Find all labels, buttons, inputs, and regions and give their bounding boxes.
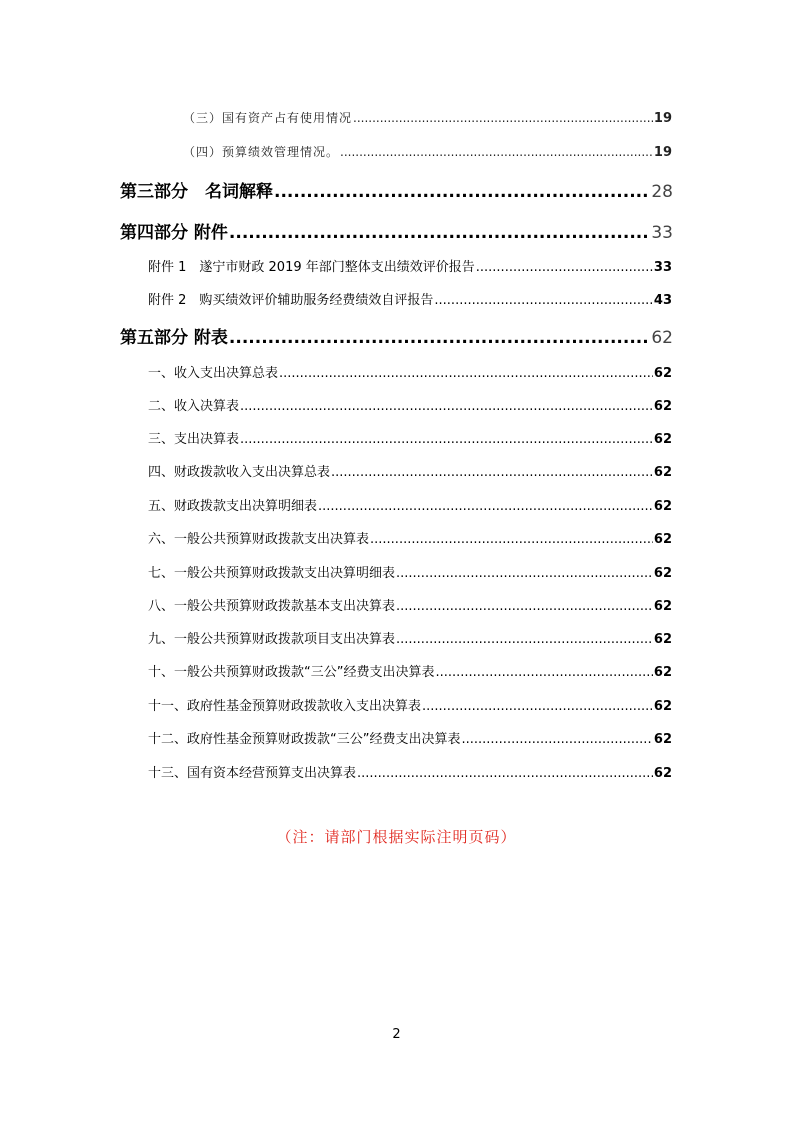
- toc-leader-dots: [461, 732, 652, 747]
- toc-leader-dots: [357, 766, 653, 781]
- toc-entry-label: 七、一般公共预算财政拨款支出决算明细表: [148, 566, 396, 581]
- toc-entry-state-assets[interactable]: [183, 109, 672, 126]
- toc-leader-dots: [476, 260, 653, 275]
- toc-entry-page: 62: [653, 566, 672, 581]
- page-number: 2: [392, 1027, 401, 1042]
- toc-part-three[interactable]: [120, 177, 673, 202]
- toc-table-4[interactable]: [148, 461, 672, 480]
- toc-table-6[interactable]: [148, 528, 672, 547]
- toc-table-8[interactable]: [148, 595, 672, 614]
- toc-part-label: 第三部分 名词解释: [120, 182, 273, 202]
- toc-entry-label: （四）预算绩效管理情况。: [183, 145, 340, 159]
- toc-table-2[interactable]: [148, 395, 672, 414]
- toc-attachment-1[interactable]: [148, 256, 672, 275]
- toc-entry-label: 八、一般公共预算财政拨款基本支出决算表: [148, 599, 396, 614]
- toc-entry-page: 62: [653, 632, 672, 647]
- toc-entry-label: 十、一般公共预算财政拨款“三公”经费支出决算表: [148, 665, 435, 680]
- toc-entry-page: 62: [653, 465, 672, 480]
- toc-leader-dots: [318, 499, 653, 514]
- toc-leader-dots: [279, 366, 653, 381]
- toc-leader-dots: [370, 532, 653, 547]
- toc-entry-label: 九、一般公共预算财政拨款项目支出决算表: [148, 632, 396, 647]
- toc-leader-dots: [422, 699, 653, 714]
- toc-leader-dots: [240, 399, 653, 414]
- toc-table-12[interactable]: [148, 728, 672, 747]
- toc-leader-dots: [435, 665, 652, 680]
- toc-entry-label: 附件 1 遂宁市财政 2019 年部门整体支出绩效评价报告: [148, 260, 475, 275]
- toc-entry-page: 62: [653, 699, 672, 714]
- toc-entry-page: 43: [653, 293, 672, 308]
- toc-entry-performance-management[interactable]: [183, 143, 672, 160]
- toc-entry-label: 附件 2 购买绩效评价辅助服务经费绩效自评报告: [148, 293, 434, 308]
- toc-leader-dots: [229, 223, 650, 243]
- toc-table-10[interactable]: [148, 661, 672, 680]
- toc-table-3[interactable]: [148, 428, 672, 447]
- toc-entry-label: 四、财政拨款收入支出决算总表: [148, 465, 331, 480]
- toc-leader-dots: [396, 566, 653, 581]
- toc-entry-label: 五、财政拨款支出决算明细表: [148, 499, 318, 514]
- toc-table-11[interactable]: [148, 695, 672, 714]
- toc-entry-page: 62: [653, 599, 672, 614]
- toc-entry-page: 62: [653, 399, 672, 414]
- toc-entry-label: （三）国有资产占有使用情况: [183, 111, 353, 125]
- page-number-note: （注：请部门根据实际注明页码）: [276, 828, 517, 846]
- toc-leader-dots: [274, 182, 650, 202]
- toc-part-page: 62: [651, 328, 673, 348]
- toc-entry-label: 六、一般公共预算财政拨款支出决算表: [148, 532, 370, 547]
- toc-entry-page: 33: [653, 260, 672, 275]
- toc-part-five[interactable]: [120, 323, 673, 348]
- toc-leader-dots: [229, 328, 650, 348]
- toc-attachment-2[interactable]: [148, 289, 672, 308]
- toc-part-label: 第四部分 附件: [120, 223, 228, 243]
- toc-entry-label: 一、收入支出决算总表: [148, 366, 279, 381]
- toc-entry-label: 十三、国有资本经营预算支出决算表: [148, 766, 357, 781]
- toc-entry-page: 62: [653, 532, 672, 547]
- toc-entry-label: 三、支出决算表: [148, 432, 240, 447]
- toc-part-page: 33: [651, 223, 673, 243]
- toc-leader-dots: [396, 632, 653, 647]
- toc-leader-dots: [396, 599, 653, 614]
- toc-table-13[interactable]: [148, 762, 672, 781]
- toc-part-page: 28: [651, 182, 673, 202]
- toc-entry-page: 62: [653, 665, 672, 680]
- toc-leader-dots: [434, 293, 653, 308]
- toc-entry-page: 19: [653, 145, 672, 160]
- toc-table-5[interactable]: [148, 495, 672, 514]
- toc-entry-page: 62: [653, 499, 672, 514]
- toc-entry-page: 19: [653, 111, 672, 126]
- toc-entry-page: 62: [653, 732, 672, 747]
- toc-leader-dots: [340, 145, 653, 159]
- toc-leader-dots: [331, 465, 653, 480]
- toc-entry-label: 十一、政府性基金预算财政拨款收入支出决算表: [148, 699, 422, 714]
- toc-part-four[interactable]: [120, 218, 673, 243]
- toc-entry-page: 62: [653, 766, 672, 781]
- toc-entry-page: 62: [653, 366, 672, 381]
- toc-table-7[interactable]: [148, 562, 672, 581]
- toc-part-label: 第五部分 附表: [120, 328, 228, 348]
- toc-entry-label: 十二、政府性基金预算财政拨款“三公”经费支出决算表: [148, 732, 461, 747]
- toc-entry-page: 62: [653, 432, 672, 447]
- toc-entry-label: 二、收入决算表: [148, 399, 240, 414]
- toc-leader-dots: [353, 111, 653, 125]
- toc-leader-dots: [240, 432, 653, 447]
- toc-table-1[interactable]: [148, 362, 672, 381]
- toc-table-9[interactable]: [148, 628, 672, 647]
